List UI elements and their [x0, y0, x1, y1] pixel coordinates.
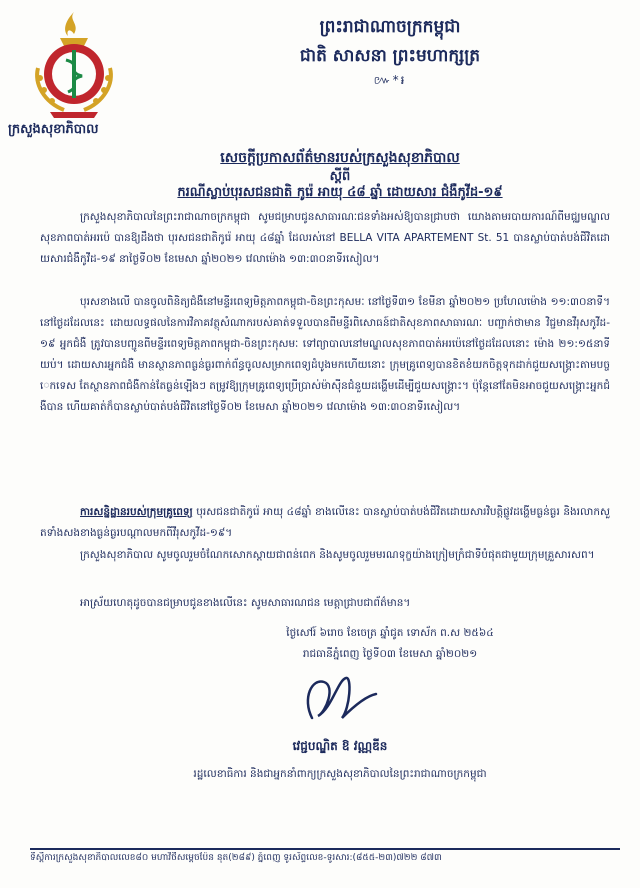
signer-name: វេជ្ជបណ្ឌិត ឱ វណ្ណឌីន — [292, 739, 388, 753]
paragraph-2: បុរសខាងលើ បានចូលពិនិត្យជំងឺនៅមន្ទីរពេទ្យមិត្តភាពកម្ពុជា-ចិនព្រះកុសមៈ នៅថ្ងៃទី៣១ ខែមីនា ឆ្នាំ២០២១ ប្រហែលម៉ោង ១១:៣០នាទី។ នៅថ្ងៃដដែលនេះ ដោយលទ្ធផលនៃការវិភាគវត្ថុសំណាករបស់គាត់ទទួលបានពីមន្ទីរពិសោធន៍ជាតិសុខភាពសាធារណៈ បញ្ជាក់ថាមាន វិជ្ជមានវីរុសកូវីដ-១៩ អ្នកជំងឺ ត្រូវបានបញ្ជូនពីមន្ទីរពេទ្យមិត្តភាពកម្ពុជា-ចិនព្រះកុសមៈ ទៅព្យាបាលនៅមណ្ឌលសុខភាពបាត់អរប៉េនៅថ្ងៃដដែលនោះ ម៉ោង ២១:១៥នាទីយប់។ ដោយសារអ្នកជំងឺ មានស្ថានភាពធ្ងន់ធ្ងរពាក់ព័ន្ធចូលសម្រាកពេទ្យដំបូងមកហើយនោះ ក្រុមគ្រូពេទ្យបានខិតខំយកចិត្តទុកដាក់ជួយសង្គ្រោះតាមបច្ចេកទេស តែស្ថានភាពជំងឺកាន់តែធ្ងន់ឡើងៗ តម្រូវឱ្យក្រុមគ្រូពេទ្យប្រើប្រាស់ម៉ាស៊ីនជំនួយដង្ហើមដើម្បីជួយសង្គ្រោះ។ ប៉ុន្តែនៅតែមិនអាចជួយសង្គ្រោះអ្នកជំងឺបាន ហើយគាត់ក៏បានស្លាប់បាត់បង់ជីវិតនៅថ្ងៃទី០២ ខែមេសា ឆ្នាំ២០២១ វេលាម៉ោង ១៣:៣០នាទីរសៀល។ — [40, 296, 610, 413]
paragraph-4: ក្រសួងសុខាភិបាល សូមចូលរួមចំណែកសោកស្តាយជាពន់ពេក និងសូមចូលរួមមរណទុក្ខយ៉ាងក្រៀមក្រំជាទីបំផុតជាមួយក្រុមគ្រួសារសព។ — [80, 549, 595, 561]
conclusion-label: ការសន្និដ្ឋានរបស់ក្រុមគ្រូពេទ្យ — [80, 506, 193, 518]
conclusion-text: បុរសជនជាតិកូរ៉េ អាយុ ៤៨ឆ្នាំ ខាងលើនេះ បានស្លាប់បាត់បង់ជីវិតដោយសារវិបត្តិផ្លូវដង្ហើមធ្ងន់ធ្ងរ និងរលាកសួតទាំងសងខាងធ្ងន់ធ្ងរបណ្តាលមកពីវីរុសកូវីដ-១៩។ — [40, 506, 610, 539]
signature — [272, 668, 382, 730]
paragraph-1: ក្រសួងសុខាភិបាលនៃព្រះរាជាណាចក្រកម្ពុជា សូមជម្រាបជូនសាធារណៈជនទាំងអស់ឱ្យបានជ្រាបថា យោងតាមរបាយការណ៍ពីមជ្ឈមណ្ឌលសុខភាពបាត់អរប៉េ បានឱ្យដឹងថា បុរសជនជាតិកូរ៉េ អាយុ ៤៨ឆ្នាំ ដែលរស់នៅ BELLA VITA APARTEMENT St. 51 បានស្លាប់បាត់បង់ជីវិតដោយសារជំងឺកូវីដ-១៩ នាថ្ងៃទី០២ ខែមេសា ឆ្នាំ២០២១ វេលាម៉ោង ១៣:៣០នាទីរសៀល។ — [40, 211, 610, 265]
announcement-subject: ករណីស្លាប់បុរសជនជាតិ កូរ៉េ អាយុ ៤៨ ឆ្នាំ ដោយសារ ជំងឺកូវីដ-១៩ — [177, 185, 503, 200]
motto-heading: ជាតិ សាសនា ព្រះមហាក្សត្រ — [299, 46, 481, 66]
paragraph-5: អាស្រ័យហេតុដូចបានជម្រាបជូនខាងលើនេះ សូមសាធារណជន មេត្តាជ្រាបជាព័ត៌មាន។ — [80, 597, 411, 609]
issue-date: រាជធានីភ្នំពេញ ថ្ងៃទី០៣ ខែមេសា ឆ្នាំ២០២១ — [302, 648, 478, 660]
paragraph-3 — [40, 502, 610, 544]
footer-address: ទីស្តីការក្រសួងសុខាភិបាលលេខ៨០ មហាវិថីសម្តេចប៉ែន នុត(២៨៩) ភ្នំពេញ ទូរស័ព្ទលេខ-ទូរសារ:(៨៥៥-២៣)៧២២ ៨៧៣ — [30, 853, 442, 863]
ministry-emblem-icon — [10, 8, 138, 126]
lunar-date: ថ្ងៃសៅរ៍ ៦រោច ខែចេត្រ ឆ្នាំជូត ទោស័ក ព.ស ២៥៦៤ — [286, 627, 494, 639]
kingdom-heading: ព្រះរាជាណាចក្រកម្ពុជា — [319, 17, 461, 37]
announcement-title: សេចក្ដីប្រកាសព័ត៌មានរបស់ក្រសួងសុខាភិបាល — [220, 150, 460, 166]
footer-divider — [30, 848, 620, 850]
announcement-subject-label: ស្តីពី — [329, 169, 351, 184]
header-ornament: ៚*៛ — [373, 73, 407, 87]
signer-title: រដ្ឋលេខាធិការ និងជាអ្នកនាំពាក្យក្រសួងសុខាភិបាលនៃព្រះរាជាណាចក្រកម្ពុជា — [193, 768, 487, 780]
ministry-label: ក្រសួងសុខាភិបាល — [8, 122, 99, 137]
ministry-logo — [10, 8, 138, 126]
